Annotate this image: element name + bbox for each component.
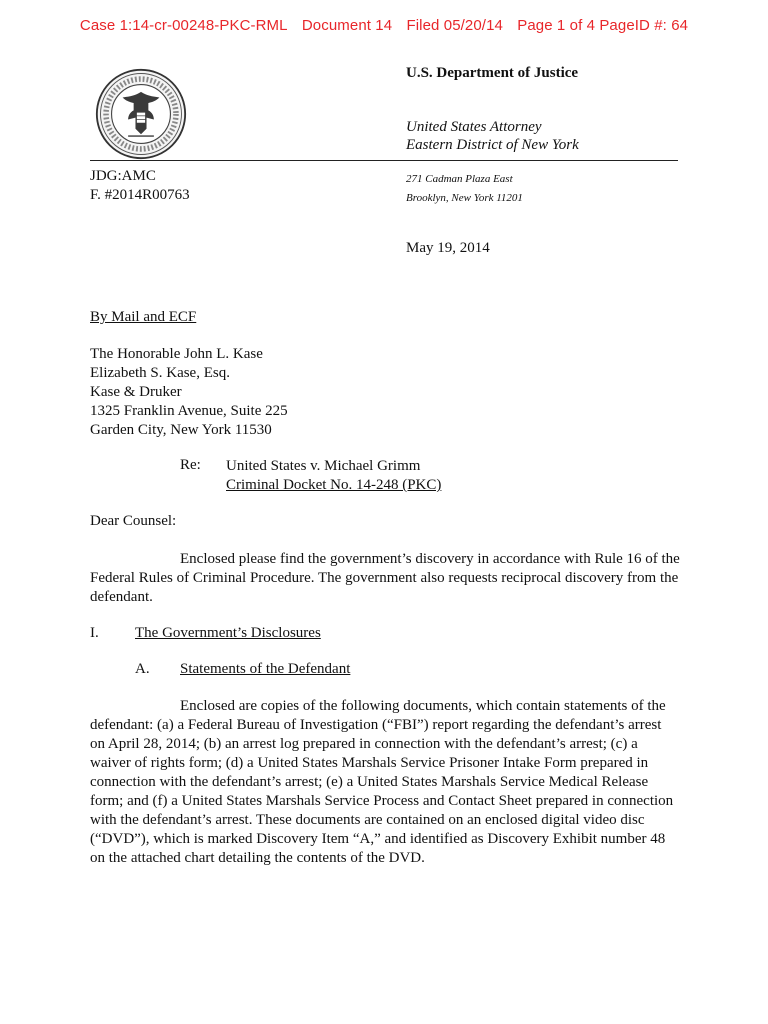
salutation: Dear Counsel: xyxy=(90,513,177,529)
recipient-line: Kase & Druker xyxy=(90,384,182,400)
office-address xyxy=(406,170,523,208)
recipient-block xyxy=(90,345,288,440)
office-district: Eastern District of New York xyxy=(406,137,579,153)
statements-paragraph: Enclosed are copies of the following documents, which contain statements of the defendant: (a) a Federal Bureau of Investigation (“FBI”) report regarding the defendant’s arrest on April 28, 2014; (b) an arrest log prepared in connection with the defendant’s arrest; (c) a waiver of rights form; (d) a United States Marshals Service Prisoner Intake Form prepared in connection with the defendant’s arrest; (e) a United States Marshals Service Medical Release form; and (f) a United States Marshals Service Process and Contact Sheet prepared in connection with the defendant’s arrest. These documents are contained on an enclosed digital video disc (“DVD”), which is marked Discovery Item “A,” and identified as Discovery Exhibit number 48 on the attached chart detailing the contents of the DVD. xyxy=(90,698,674,866)
docket-number: Criminal Docket No. 14-248 (PKC) xyxy=(226,477,442,493)
document-number: Document 14 xyxy=(301,17,393,34)
section-heading: The Government’s Disclosures xyxy=(135,625,321,641)
page-indicator: Page 1 of 4 PageID #: 64 xyxy=(517,17,689,34)
department-name: U.S. Department of Justice xyxy=(406,65,579,81)
office-block xyxy=(406,118,579,154)
case-number: Case 1:14-cr-00248-PKC-RML xyxy=(79,17,288,34)
recipient-line: Garden City, New York 11530 xyxy=(90,422,272,438)
address-street: 271 Cadman Plaza East xyxy=(406,173,513,185)
recipient-line: 1325 Franklin Avenue, Suite 225 xyxy=(90,403,288,419)
delivery-method: By Mail and ECF xyxy=(90,309,197,325)
filed-date: Filed 05/20/14 xyxy=(406,17,503,34)
subsection-letter: A. xyxy=(135,661,150,677)
doj-seal-icon xyxy=(95,68,187,160)
subsection-heading: Statements of the Defendant xyxy=(180,661,351,677)
recipient-line: The Honorable John L. Kase xyxy=(90,346,263,362)
office-title: United States Attorney xyxy=(406,119,542,135)
recipient-line: Elizabeth S. Kase, Esq. xyxy=(90,365,230,381)
re-label: Re: xyxy=(180,457,201,473)
letterhead-divider xyxy=(90,160,678,161)
reference-block xyxy=(90,167,190,205)
intro-paragraph: Enclosed please find the government’s discovery in accordance with Rule 16 of the Federal Rules of Criminal Procedure. The government also requests reciprocal discovery from the defendant. xyxy=(90,551,680,605)
address-city: Brooklyn, New York 11201 xyxy=(406,192,523,204)
reference-initials: JDG:AMC xyxy=(90,168,156,184)
section-number: I. xyxy=(90,625,99,641)
case-caption: United States v. Michael Grimm xyxy=(226,458,421,474)
file-number: F. #2014R00763 xyxy=(90,187,190,203)
re-block xyxy=(226,457,441,495)
ecf-filing-header xyxy=(0,17,768,34)
letter-date: May 19, 2014 xyxy=(406,240,490,256)
